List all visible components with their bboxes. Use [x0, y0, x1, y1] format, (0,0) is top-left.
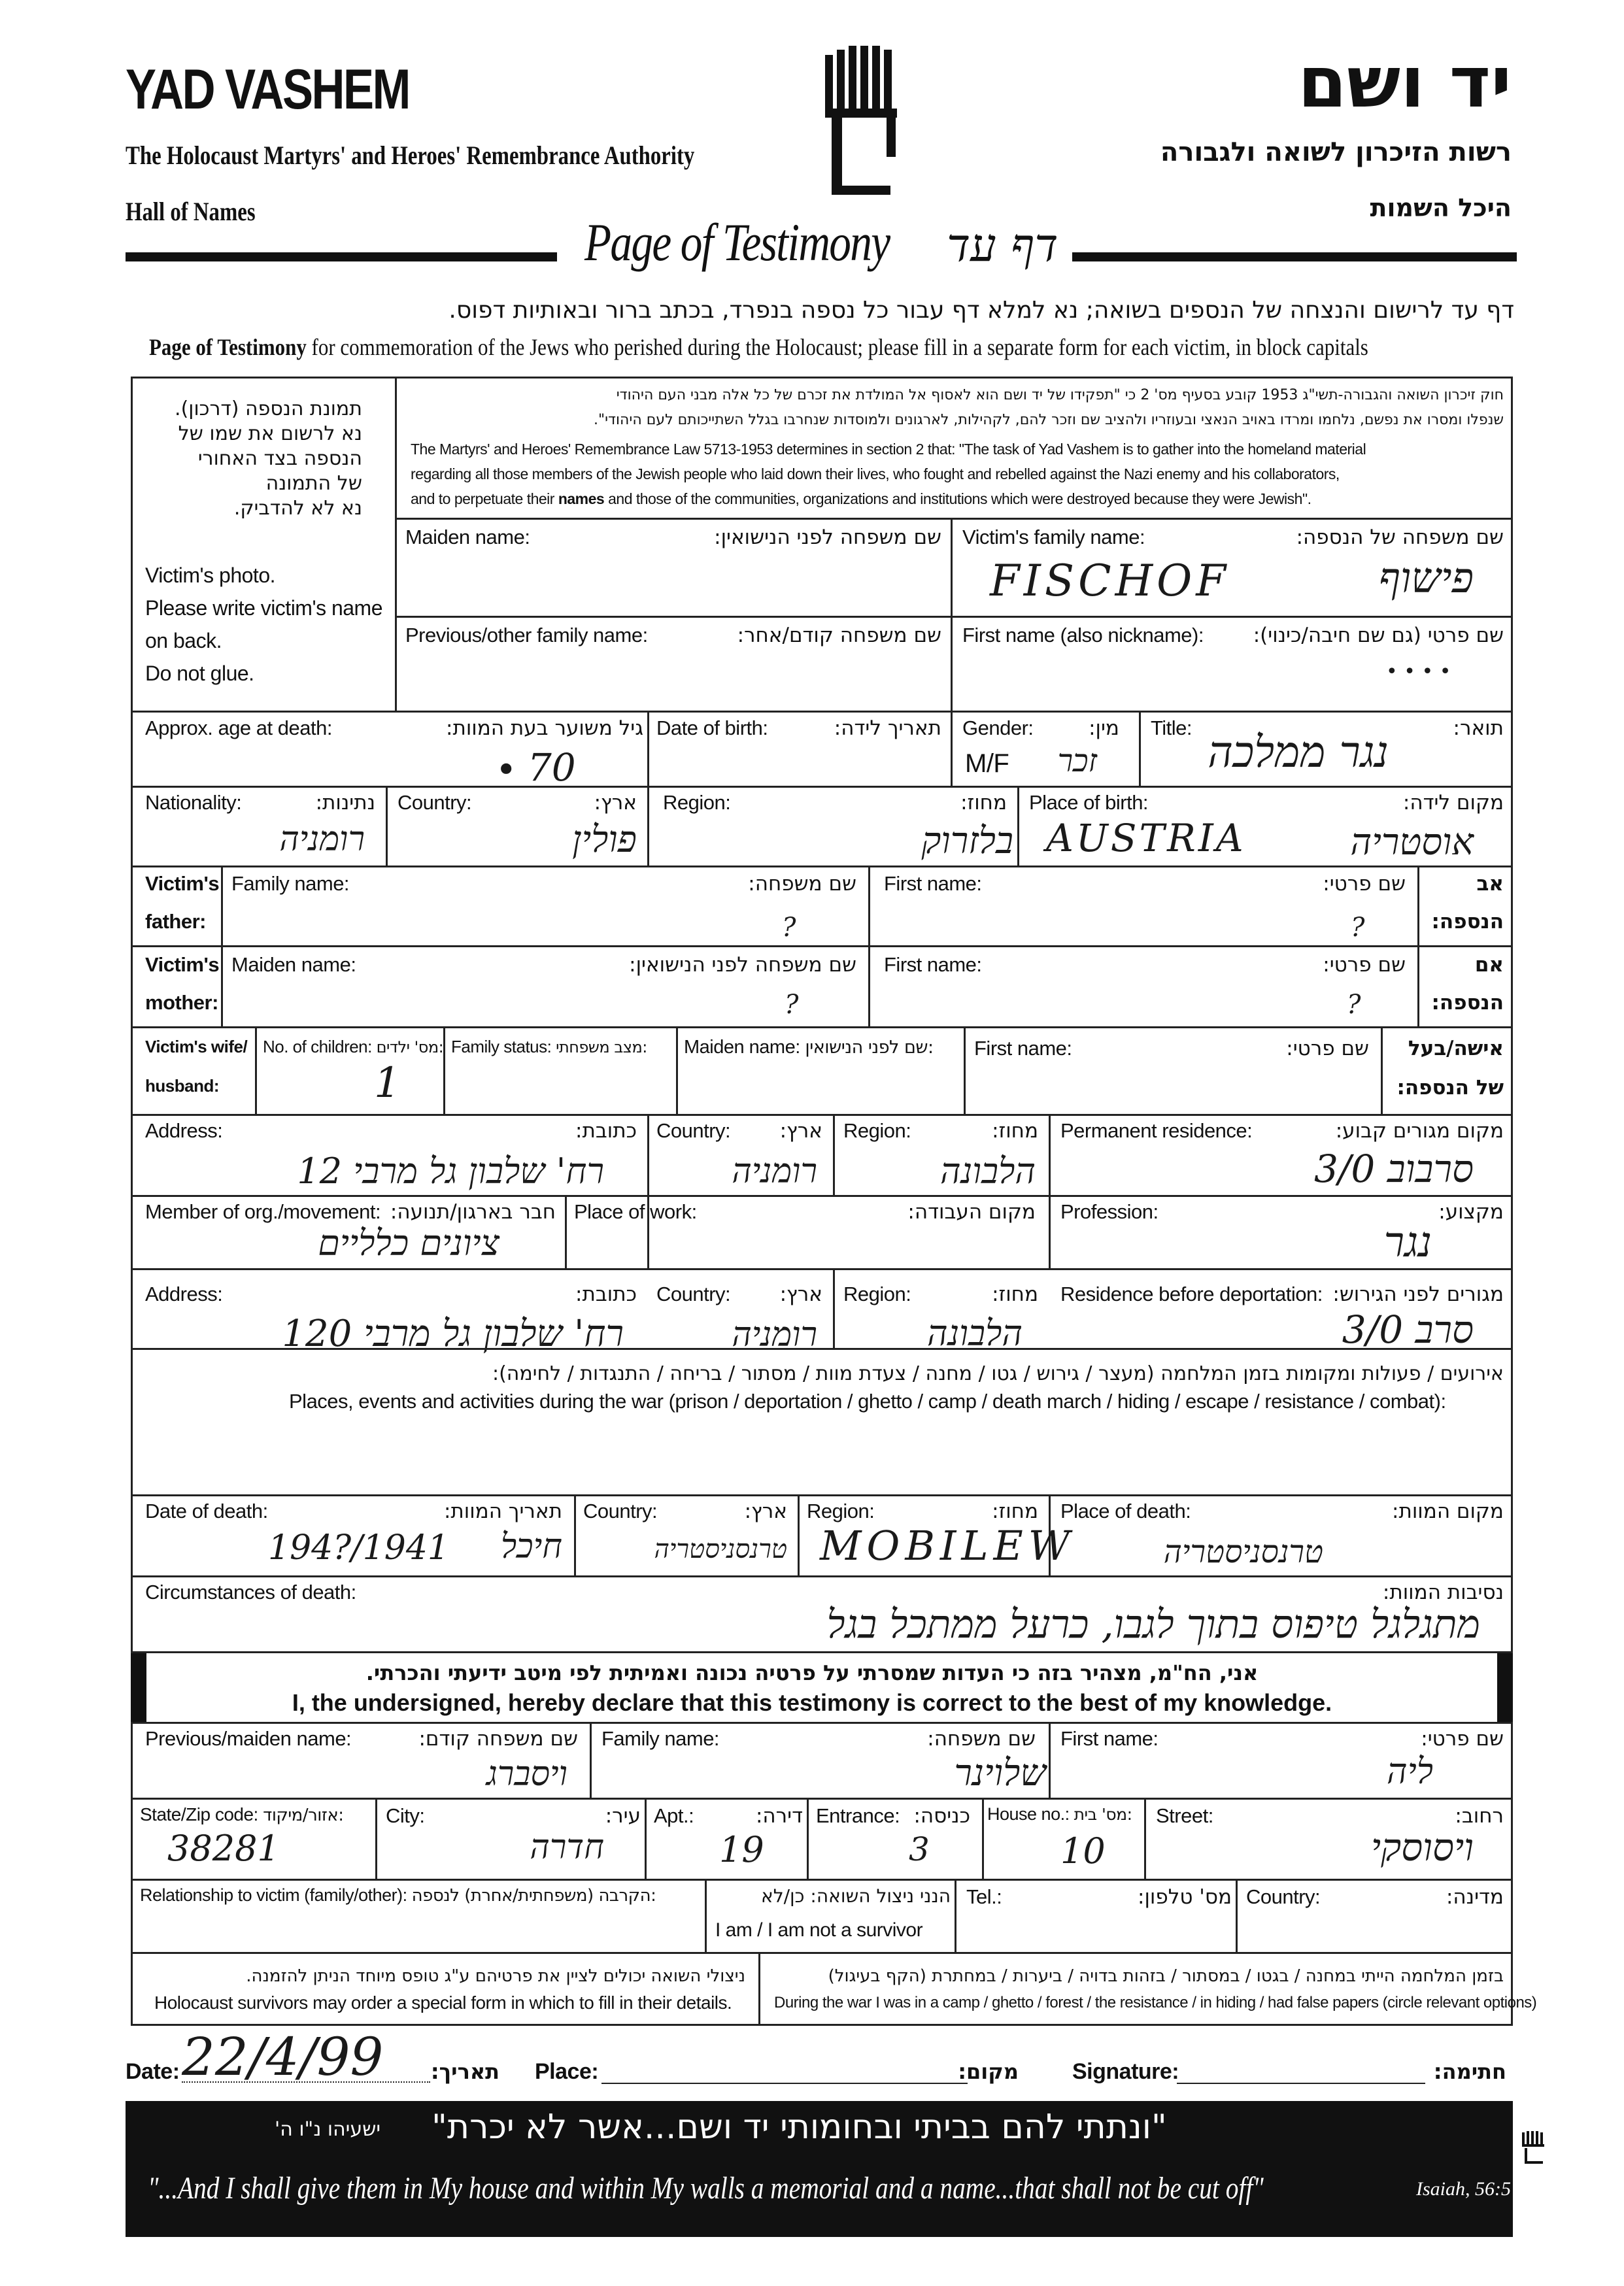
photo-note-he-1: תמונת הנספה (דרכון). [175, 397, 362, 420]
spouse-first-label-he: שם פרטי: [1286, 1037, 1369, 1060]
dod-value[interactable]: 194?/1941 [268, 1528, 449, 1568]
father-label-he-2: הנספה: [1431, 910, 1504, 933]
resid-country-label-he: ארץ: [779, 1283, 822, 1306]
rule-age-1 [647, 711, 649, 786]
rule-org-top [131, 1195, 1513, 1197]
addr-region-label: Region: [843, 1119, 911, 1142]
w-entrance-label-he: כניסה: [913, 1804, 970, 1828]
w-houseno-label-he: מס' בית: [1074, 1805, 1132, 1824]
addr-country-value[interactable]: רומניה [732, 1152, 817, 1191]
rule-nat-1 [386, 786, 388, 866]
gender-options[interactable]: M/F [965, 749, 1009, 778]
w-surv-label-he: הנני ניצול השואה: כן/לא [760, 1885, 951, 1907]
mother-label-1: Victim's [145, 953, 220, 976]
nationality-label: Nationality: [145, 791, 242, 814]
w-family-label-he: שם משפחה: [927, 1727, 1036, 1751]
work-label: Place of work: [574, 1200, 697, 1223]
w-country-label-he: מדינה: [1446, 1885, 1504, 1909]
dod-label: Date of death: [145, 1500, 268, 1522]
perm-value[interactable]: סרבוב 3/0 [1313, 1147, 1474, 1191]
spouse-maiden-label-he: שם לפני הנישואין: [805, 1037, 934, 1058]
rule-spouse-3 [676, 1026, 678, 1114]
father-label-1: Victim's [145, 872, 220, 895]
intro-en-bold: Page of Testimony [149, 334, 307, 360]
rule-w4-top [131, 1952, 1513, 1954]
address-label-he: כתובת: [575, 1119, 637, 1143]
title-label: Title: [1151, 716, 1193, 739]
pod-value[interactable]: טרנסניסטריה [1163, 1534, 1323, 1570]
spouse-maiden-label-en: Maiden name: [684, 1037, 800, 1058]
law-en-2: regarding all those members of the Jewish people who laid down their lives, who fought and rebelled against the Nazi enemy and his collaborators, [411, 465, 1340, 482]
w-street-value[interactable]: ויסוסקי [1370, 1825, 1474, 1870]
mother-first-label: First name: [884, 953, 982, 976]
gender-label-he: מין: [1089, 716, 1119, 740]
w-rel-label-he: הקרבה (משפחתית/אחרת) לנספה: [411, 1886, 656, 1906]
gender-label: Gender: [962, 716, 1034, 739]
father-first-value[interactable]: ? [1351, 913, 1365, 943]
rule-death-top [131, 1494, 1513, 1496]
first-name-label-he: שם פרטי (גם שם חיבה/כינוי): [1253, 624, 1504, 647]
father-family-value[interactable]: ? [782, 913, 796, 943]
rule-father-top [131, 866, 1513, 867]
resid-region-value[interactable]: הלבונה [927, 1313, 1023, 1354]
mother-maiden-label-he: שם משפחה לפני הנישואין: [629, 953, 856, 977]
perm-label-he: מקום מגורים קבוע: [1335, 1119, 1504, 1143]
rule-law-bottom [395, 518, 1513, 520]
law-he-2: שנפלו ומסרו את נפשם, נלחמו ומרדו באויב הנאצי ובעוזריו ולהציב שם וזכר להם, לקהילות, לארגונים ולמוסדות שנחרבו בגלל השתייכותם לעם היהודי". [594, 412, 1504, 428]
addr-country-label: Country: [656, 1119, 731, 1142]
rule-names-mid [395, 616, 1513, 618]
maiden-name-field[interactable] [398, 549, 947, 612]
authority-en: The Holocaust Martyrs' and Heroes' Remembrance Authority [126, 141, 695, 170]
law-en-3 [411, 490, 1311, 508]
w-family-label: Family name: [601, 1727, 720, 1750]
spouse-label-he-1: אישה/בעל [1408, 1037, 1504, 1060]
rule-nat-3 [1017, 786, 1019, 866]
rule-events-top [131, 1348, 1513, 1350]
rule-spouse-top [131, 1026, 1513, 1028]
w-family-value[interactable]: שלוינר [954, 1752, 1046, 1794]
w-street-label: Street: [1156, 1804, 1213, 1827]
w-first-label: First name: [1060, 1727, 1159, 1750]
pod-label: Place of death: [1060, 1500, 1191, 1522]
resid-address-label-he: כתובת: [575, 1283, 637, 1306]
spouse-maiden-label [684, 1037, 934, 1058]
law-en-3a: and to perpetuate their [411, 490, 554, 507]
rule-w3-2 [955, 1879, 956, 1952]
footer-source-en: Isaiah, 56:5 [1416, 2178, 1511, 2200]
death-country-label: Country: [583, 1500, 658, 1522]
mother-first-value[interactable]: ? [1347, 990, 1361, 1020]
spouse-first-label: First name: [974, 1037, 1072, 1060]
photo-note-en-1: Victim's photo. [145, 563, 275, 587]
resid-country-value[interactable]: רומניה [732, 1315, 817, 1354]
signature-label-he: חתימה: [1433, 2059, 1506, 2084]
dod-value-he[interactable]: חיכל [500, 1527, 562, 1566]
w-war-he: בזמן המלחמה הייתי במחנה / בגטו / במסתור / בזהות בדויה / ביערות / במחתרת (הקף בעיגול) [828, 1966, 1504, 1986]
status-label-en: Family status: [451, 1037, 552, 1056]
date-line [182, 2081, 430, 2083]
rule-resid-top [131, 1268, 1513, 1270]
pob-value-he[interactable]: אוסטריה [1350, 821, 1474, 864]
resid-address-label: Address: [145, 1283, 223, 1305]
pob-label: Place of birth: [1029, 791, 1149, 814]
rule-spouse-4 [964, 1026, 966, 1114]
w-tel-label-he: מס' טלפון: [1138, 1885, 1232, 1909]
dob-label-he: תאריך לידה: [834, 716, 941, 740]
w-tel-label: Tel.: [966, 1885, 1002, 1908]
resid-region-label: Region: [843, 1283, 911, 1305]
pob-value-en[interactable]: AUSTRIA [1046, 816, 1246, 860]
signature-field[interactable] [1177, 2058, 1425, 2084]
signature-label: Signature: [1072, 2059, 1179, 2084]
addr-country-label-he: ארץ: [779, 1119, 822, 1143]
age-value[interactable]: ∙ 70 [497, 745, 576, 790]
rule-addr-3 [1049, 1114, 1051, 1268]
w-city-label: City: [386, 1804, 425, 1827]
dod-label-he: תאריך המוות: [443, 1500, 562, 1523]
declaration-en: I, the undersigned, hereby declare that this testimony is correct to the best of my knowledge. [292, 1689, 1332, 1716]
place-label-he: מקום: [958, 2059, 1019, 2084]
prev-name-label: Previous/other family name: [405, 624, 648, 647]
org-label: Member of org./movement: [145, 1200, 381, 1223]
hall-of-names-he: היכל השמות [1370, 193, 1512, 222]
law-en-3c: and those of the communities, organizations and institutions which were destroyed because they were Jewish". [608, 490, 1311, 507]
father-first-label: First name: [884, 872, 982, 895]
age-label: Approx. age at death: [145, 716, 332, 739]
declaration-he: אני, הח"מ, מצהיר בזה כי העדות שמסרתי על פרטיה נכונה ואמיתית לפי מיטב ידיעתי והכרתי. [365, 1660, 1259, 1685]
w-entrance-label: Entrance: [816, 1804, 900, 1827]
w-first-label-he: שם פרטי: [1421, 1727, 1504, 1751]
events-label-he: אירועים / פעולות ומקומות בזמן המלחמה (מעצר / גירוש / גטו / מחנה / צעדת מוות / מסתור / בריחה / התנגדות / לחימה): [492, 1362, 1504, 1385]
pob-label-he: מקום לידה: [1402, 791, 1504, 815]
w-zip-value[interactable]: 38281 [167, 1828, 280, 1869]
footer-logo-icon [1521, 2131, 1547, 2170]
rule-spouse-5 [1381, 1026, 1383, 1114]
prev-name-label-he: שם משפחה קודם/אחר: [737, 624, 941, 647]
family-name-label: Victim's family name: [962, 526, 1145, 548]
rule-mother-top [131, 945, 1513, 947]
photo-note-he-2: נא לרשום את שמו של [178, 422, 362, 445]
address-label: Address: [145, 1119, 223, 1142]
w-order-en: Holocaust survivors may order a special form in which to fill in their details. [154, 1992, 732, 2013]
intro-he: דף עד לרישום והנצחה של הנספים בשואה; נא למלא דף עבור כל נספה בנפרד, בכתב ברור ובאותיות דפוס. [448, 297, 1514, 324]
w-city-label-he: עיר: [605, 1804, 641, 1828]
rule-name-mid [951, 518, 953, 711]
w-houseno-label [987, 1804, 1132, 1824]
father-family-label-he: שם משפחה: [748, 872, 856, 896]
rule-w3-3 [1236, 1879, 1238, 1952]
resid-address-value[interactable]: רח' שלבון גל מרבי 120 [282, 1313, 624, 1355]
circ-label-he: נסיבות המוות: [1382, 1581, 1504, 1604]
photo-note-en-4: Do not glue. [145, 662, 254, 685]
status-label [451, 1037, 647, 1057]
father-label-2: father: [145, 910, 206, 933]
prof-value[interactable]: נגר [1383, 1219, 1432, 1267]
father-family-label: Family name: [231, 872, 350, 895]
hall-of-names-en: Hall of Names [126, 197, 256, 226]
country-label: Country: [398, 791, 472, 814]
status-label-he: מצב משפחתי: [556, 1038, 647, 1056]
w-zip-label [140, 1804, 344, 1825]
mother-label-he-1: אם [1474, 953, 1504, 977]
w-houseno-value[interactable]: 10 [1060, 1830, 1106, 1872]
photo-note-en-2: Please write victim's name [145, 596, 382, 620]
rule-row-age-top [131, 711, 1513, 713]
photo-note-en-3: on back. [145, 629, 222, 652]
rule-decl-top [131, 1651, 1513, 1653]
nationality-value[interactable]: רומניה [279, 820, 365, 859]
footer-quote-en: "...And I shall give them in My house and within My walls a memorial and a name...that shall not be cut off" [148, 2171, 1264, 2206]
date-label-he: תאריך: [430, 2059, 499, 2084]
rule-death-2 [798, 1494, 800, 1575]
region-value[interactable]: בלזרוק [921, 820, 1013, 862]
w-apt-label: Apt.: [654, 1804, 694, 1827]
rule-age-3 [1139, 711, 1141, 786]
rule-addr-2 [833, 1114, 835, 1195]
resid-place-value[interactable]: סרב 3/0 [1342, 1307, 1474, 1352]
rule-org-1 [565, 1195, 567, 1268]
page-title-he: דף עד [947, 218, 1058, 272]
death-region-label: Region: [807, 1500, 875, 1522]
w-prev-label: Previous/maiden name: [145, 1727, 352, 1750]
w-zip-label-he: אזור/מיקוד: [263, 1806, 344, 1825]
age-label-he: גיל משוער בעת המוות: [446, 716, 643, 740]
perm-label: Permanent residence: [1060, 1119, 1253, 1142]
pod-label-he: מקום המוות: [1392, 1500, 1504, 1523]
rule-w1-top [131, 1722, 1513, 1724]
w-country-label: Country: [1246, 1885, 1321, 1908]
title-rule-left [126, 252, 557, 261]
w-war-en: During the war I was in a camp / ghetto / forest / the resistance / in hiding / had false papers (circle relevant options) [774, 1994, 1537, 2011]
rule-w4-1 [758, 1952, 760, 2026]
family-name-value-he[interactable]: פישוף [1378, 554, 1474, 603]
rule-w2-5 [1144, 1798, 1146, 1879]
addr-region-value[interactable]: הלבונה [940, 1151, 1036, 1192]
resid-region-label-he: מחוז: [992, 1283, 1038, 1306]
rule-w2-top [131, 1798, 1513, 1800]
footer-quote-he: "ונתתי להם בביתי ובחומותי יד ושם...אשר לא יכרת" [431, 2108, 1167, 2147]
country-label-he: ארץ: [594, 791, 637, 815]
law-en-3b: names [558, 490, 605, 507]
rule-w2-4 [982, 1798, 984, 1879]
address-value[interactable]: רח' שלבון גל מרבי 12 [297, 1151, 604, 1192]
w-first-value[interactable]: ליה [1386, 1751, 1433, 1792]
law-he-1: חוק זיכרון השואה והגבורה-תשי"ג 1953 קובע בסעיף מס' 2 כי "תפקידו של יד ושם הוא לאסוף אל המולדת את זכרם של כל אלה מבני העם היהודי [616, 387, 1504, 403]
rule-w2-3 [807, 1798, 809, 1879]
w-prev-value[interactable]: ויסברג [486, 1755, 567, 1794]
w-entrance-value[interactable]: 3 [909, 1830, 930, 1868]
w-apt-label-he: דירה: [755, 1804, 803, 1828]
prof-label-he: מקצוע: [1438, 1200, 1504, 1224]
page-title-en: Page of Testimony [584, 212, 890, 272]
father-label-he-1: אב [1476, 872, 1504, 896]
org-value[interactable]: ציונים כלליים [318, 1222, 499, 1264]
rule-death-1 [574, 1494, 576, 1575]
w-surv-label-en[interactable]: I am / I am not a survivor [715, 1919, 923, 1941]
title-rule-right [1072, 252, 1517, 261]
mother-maiden-label: Maiden name: [231, 953, 356, 976]
authority-he: רשות הזיכרון לשואה ולגבורה [1160, 137, 1512, 167]
circ-value[interactable]: מתגלגל טיפוס בתוך לגבו, כרעל ממתכל בגל [826, 1602, 1480, 1647]
dob-field[interactable] [651, 740, 947, 783]
rule-nat-2 [647, 786, 649, 866]
children-value[interactable]: 1 [374, 1059, 401, 1107]
father-first-label-he: שם פרטי: [1323, 872, 1406, 896]
title-label-he: תואר: [1453, 716, 1504, 740]
region-label: Region: [663, 791, 731, 814]
mother-label-2: mother: [145, 991, 218, 1014]
first-name-label: First name (also nickname): [962, 624, 1204, 647]
rule-nat-top [131, 786, 1513, 788]
prof-label: Profession: [1060, 1200, 1159, 1223]
mother-maiden-value[interactable]: ? [785, 990, 799, 1020]
maiden-name-label-he: שם משפחה לפני הנישואין: [714, 526, 941, 549]
mother-label-he-2: הנספה: [1431, 991, 1504, 1015]
intro-en-text: for commemoration of the Jews who perished during the Holocaust; please fill in a separate form for each victim, in block capitals [311, 334, 1368, 360]
country-value[interactable]: פולין [572, 818, 637, 861]
photo-note-he-5: נא לא להדביק. [233, 497, 362, 520]
rule-w3-top [131, 1879, 1513, 1881]
w-prev-label-he: שם משפחה קודם: [418, 1727, 578, 1751]
spouse-label-2: husband: [145, 1076, 219, 1096]
date-value[interactable]: 22/4/99 [182, 2026, 384, 2087]
spouse-label-1: Victim's wife/ [145, 1037, 248, 1056]
rule-w2-1 [375, 1798, 377, 1879]
family-name-label-he: שם משפחה של הנספה: [1296, 526, 1504, 549]
photo-note-he-3: הנספה בצד האחורי [197, 447, 362, 470]
children-label-en: No. of children: [263, 1037, 372, 1056]
w-apt-value[interactable]: 19 [719, 1829, 764, 1870]
date-label: Date: [126, 2059, 180, 2084]
mother-first-label-he: שם פרטי: [1323, 953, 1406, 977]
death-region-label-he: מחוז: [992, 1500, 1038, 1523]
org-label-he: חבר בארגון/תנועה: [390, 1200, 556, 1224]
death-region-value[interactable]: MOBILEW [820, 1522, 1075, 1570]
rule-age-2 [951, 711, 953, 786]
w-rel-label [140, 1885, 656, 1906]
resid-country-label: Country: [656, 1283, 731, 1305]
nationality-label-he: נתינות: [315, 791, 375, 815]
org-name-he: יד ושם [1297, 42, 1512, 124]
region-label-he: מחוז: [960, 791, 1007, 815]
place-field[interactable] [601, 2058, 968, 2084]
spouse-label-he-2: של הנספה: [1396, 1076, 1504, 1100]
intro-en [149, 333, 1368, 361]
w-houseno-label-en: House no.: [987, 1804, 1070, 1824]
w-city-value[interactable]: חדרה [530, 1828, 604, 1867]
events-label-en: Places, events and activities during the war (prison / deportation / ghetto / camp / death march / hiding / escape / resistance / combat): [289, 1390, 1446, 1413]
prev-name-field[interactable] [398, 647, 947, 707]
dob-label: Date of birth: [656, 716, 768, 739]
first-name-value[interactable]: • • • • [1386, 660, 1451, 683]
photo-note-he-4: של התמונה [265, 472, 362, 495]
rule-addr-1 [647, 1114, 649, 1268]
w-street-label-he: רחוב: [1455, 1804, 1504, 1828]
gender-value[interactable]: זכר [1057, 743, 1097, 779]
circ-label: Circumstances of death: [145, 1581, 356, 1604]
rule-resid-1 [833, 1268, 835, 1348]
law-en-1: The Martyrs' and Heroes' Remembrance Law 5713-1953 determines in section 2 that: "The task of Yad Vashem is to gather into the homeland material [411, 441, 1366, 458]
rule-w2-2 [645, 1798, 647, 1879]
death-country-value[interactable]: טרנסניסטריה [654, 1534, 787, 1564]
photo-divider [395, 377, 397, 711]
w-order-he: ניצולי השואה יכולים לציין את פרטיהם ע"ג טופס מיוחד הניתן להזמנה. [246, 1966, 745, 1986]
title-value[interactable]: נגר ממלכה [1208, 727, 1389, 777]
yad-vashem-logo-icon [822, 46, 901, 209]
rule-w3-1 [705, 1879, 707, 1952]
rule-spouse-1 [255, 1026, 257, 1114]
place-label: Place: [535, 2059, 599, 2084]
children-label-he: מס' ילדים: [376, 1038, 444, 1056]
w-zip-label-en: State/Zip code: [140, 1804, 258, 1824]
resid-label: Residence before deportation: [1060, 1283, 1323, 1305]
w-rel-label-en: Relationship to victim (family/other): [140, 1885, 407, 1905]
rule-address-top [131, 1114, 1513, 1116]
rule-w1-2 [1049, 1722, 1051, 1798]
footer-source-he: ישעיהו נ"ו ה' [275, 2118, 381, 2141]
rule-circ-top [131, 1575, 1513, 1577]
addr-region-label-he: מחוז: [992, 1119, 1038, 1143]
rule-w1-1 [590, 1722, 592, 1798]
resid-label-he: מגורים לפני הגירוש: [1332, 1283, 1504, 1306]
work-label-he: מקום העבודה: [907, 1200, 1036, 1224]
rule-spouse-2 [443, 1026, 445, 1114]
family-name-value-en[interactable]: FISCHOF [990, 556, 1230, 606]
children-label [263, 1037, 443, 1057]
death-country-label-he: ארץ: [744, 1500, 787, 1523]
maiden-name-label: Maiden name: [405, 526, 530, 548]
events-field[interactable] [137, 1419, 1506, 1487]
org-name-en: YAD VASHEM [126, 58, 409, 121]
